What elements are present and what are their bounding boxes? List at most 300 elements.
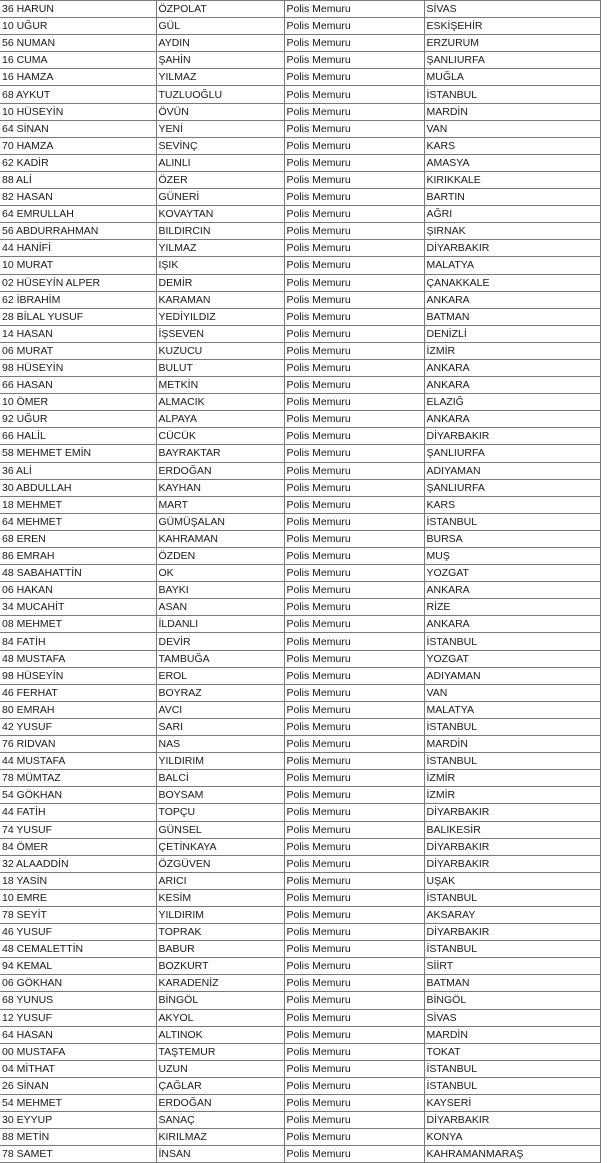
table-row xyxy=(0,496,600,513)
city-cell: İZMİR xyxy=(424,342,600,359)
surname-cell: ÖZPOLAT xyxy=(156,1,284,18)
city-cell: ŞANLIURFA xyxy=(424,479,600,496)
table-row xyxy=(0,223,600,240)
city-cell: ŞANLIURFA xyxy=(424,445,600,462)
table-row xyxy=(0,137,600,154)
city-cell: MARDİN xyxy=(424,1026,600,1043)
name-cell: 88 ALİ xyxy=(0,171,156,188)
name-cell: 70 HAMZA xyxy=(0,137,156,154)
name-cell: 64 SİNAN xyxy=(0,120,156,137)
name-cell: 48 MUSTAFA xyxy=(0,650,156,667)
rank-cell: Polis Memuru xyxy=(284,718,424,735)
surname-cell: TOPRAK xyxy=(156,924,284,941)
rank-cell: Polis Memuru xyxy=(284,992,424,1009)
name-cell: 64 HASAN xyxy=(0,1026,156,1043)
city-cell: DİYARBAKIR xyxy=(424,838,600,855)
name-cell: 44 FATİH xyxy=(0,804,156,821)
surname-cell: ALTINOK xyxy=(156,1026,284,1043)
city-cell: DİYARBAKIR xyxy=(424,924,600,941)
rank-cell: Polis Memuru xyxy=(284,103,424,120)
rank-cell: Polis Memuru xyxy=(284,975,424,992)
rank-cell: Polis Memuru xyxy=(284,445,424,462)
rank-cell: Polis Memuru xyxy=(284,1146,424,1163)
surname-cell: SARI xyxy=(156,718,284,735)
name-cell: 82 HASAN xyxy=(0,189,156,206)
surname-cell: NAS xyxy=(156,736,284,753)
city-cell: MUŞ xyxy=(424,548,600,565)
table-row xyxy=(0,582,600,599)
city-cell: VAN xyxy=(424,684,600,701)
name-cell: 84 ÖMER xyxy=(0,838,156,855)
surname-cell: BILDIRCIN xyxy=(156,223,284,240)
city-cell: KAYSERİ xyxy=(424,1095,600,1112)
city-cell: SİİRT xyxy=(424,958,600,975)
surname-cell: ŞAHİN xyxy=(156,52,284,69)
table-row xyxy=(0,787,600,804)
surname-cell: BAYRAKTAR xyxy=(156,445,284,462)
table-row xyxy=(0,548,600,565)
name-cell: 06 HAKAN xyxy=(0,582,156,599)
table-row xyxy=(0,120,600,137)
table-row xyxy=(0,1043,600,1060)
name-cell: 48 CEMALETTİN xyxy=(0,941,156,958)
rank-cell: Polis Memuru xyxy=(284,548,424,565)
surname-cell: BİNGÖL xyxy=(156,992,284,1009)
city-cell: ÇANAKKALE xyxy=(424,274,600,291)
city-cell: ERZURUM xyxy=(424,35,600,52)
name-cell: 18 YASİN xyxy=(0,872,156,889)
name-cell: 66 HALİL xyxy=(0,428,156,445)
rank-cell: Polis Memuru xyxy=(284,1043,424,1060)
rank-cell: Polis Memuru xyxy=(284,1060,424,1077)
name-cell: 64 EMRULLAH xyxy=(0,206,156,223)
city-cell: BİNGÖL xyxy=(424,992,600,1009)
rank-cell: Polis Memuru xyxy=(284,906,424,923)
name-cell: 10 MURAT xyxy=(0,257,156,274)
rank-cell: Polis Memuru xyxy=(284,633,424,650)
table-row xyxy=(0,889,600,906)
rank-cell: Polis Memuru xyxy=(284,582,424,599)
city-cell: YOZGAT xyxy=(424,565,600,582)
city-cell: KIRIKKALE xyxy=(424,171,600,188)
surname-cell: DEMİR xyxy=(156,274,284,291)
city-cell: VAN xyxy=(424,120,600,137)
rank-cell: Polis Memuru xyxy=(284,428,424,445)
name-cell: 78 MÜMTAZ xyxy=(0,770,156,787)
name-cell: 54 GÖKHAN xyxy=(0,787,156,804)
name-cell: 68 AYKUT xyxy=(0,86,156,103)
city-cell: ANKARA xyxy=(424,411,600,428)
rank-cell: Polis Memuru xyxy=(284,941,424,958)
table-row xyxy=(0,359,600,376)
name-cell: 86 EMRAH xyxy=(0,548,156,565)
table-row xyxy=(0,274,600,291)
surname-cell: TOPÇU xyxy=(156,804,284,821)
city-cell: İSTANBUL xyxy=(424,633,600,650)
city-cell: MALATYA xyxy=(424,701,600,718)
name-cell: 48 SABAHATTİN xyxy=(0,565,156,582)
surname-cell: BOYRAZ xyxy=(156,684,284,701)
table-row xyxy=(0,291,600,308)
name-cell: 54 MEHMET xyxy=(0,1095,156,1112)
city-cell: ADIYAMAN xyxy=(424,667,600,684)
table-row xyxy=(0,958,600,975)
rank-cell: Polis Memuru xyxy=(284,821,424,838)
name-cell: 92 UĞUR xyxy=(0,411,156,428)
name-cell: 34 MUCAHİT xyxy=(0,599,156,616)
table-row xyxy=(0,667,600,684)
table-row xyxy=(0,1077,600,1094)
name-cell: 18 MEHMET xyxy=(0,496,156,513)
surname-cell: UZUN xyxy=(156,1060,284,1077)
rank-cell: Polis Memuru xyxy=(284,787,424,804)
rank-cell: Polis Memuru xyxy=(284,206,424,223)
table-row xyxy=(0,992,600,1009)
city-cell: MARDİN xyxy=(424,103,600,120)
rank-cell: Polis Memuru xyxy=(284,86,424,103)
table-row xyxy=(0,206,600,223)
rank-cell: Polis Memuru xyxy=(284,924,424,941)
table-row xyxy=(0,479,600,496)
name-cell: 44 MUSTAFA xyxy=(0,753,156,770)
city-cell: ANKARA xyxy=(424,359,600,376)
surname-cell: GÜL xyxy=(156,18,284,35)
table-row xyxy=(0,1095,600,1112)
table-row xyxy=(0,906,600,923)
surname-cell: DEVİR xyxy=(156,633,284,650)
table-row xyxy=(0,171,600,188)
rank-cell: Polis Memuru xyxy=(284,18,424,35)
personnel-table-body xyxy=(0,1,600,1163)
table-row xyxy=(0,52,600,69)
name-cell: 06 GÖKHAN xyxy=(0,975,156,992)
city-cell: AKSARAY xyxy=(424,906,600,923)
name-cell: 10 EMRE xyxy=(0,889,156,906)
name-cell: 78 SAMET xyxy=(0,1146,156,1163)
surname-cell: KOVAYTAN xyxy=(156,206,284,223)
rank-cell: Polis Memuru xyxy=(284,171,424,188)
name-cell: 26 SİNAN xyxy=(0,1077,156,1094)
table-row xyxy=(0,411,600,428)
rank-cell: Polis Memuru xyxy=(284,804,424,821)
rank-cell: Polis Memuru xyxy=(284,274,424,291)
city-cell: AĞRI xyxy=(424,206,600,223)
rank-cell: Polis Memuru xyxy=(284,1129,424,1146)
name-cell: 14 HASAN xyxy=(0,325,156,342)
name-cell: 36 ALİ xyxy=(0,462,156,479)
city-cell: DİYARBAKIR xyxy=(424,428,600,445)
surname-cell: ALMACIK xyxy=(156,394,284,411)
table-row xyxy=(0,821,600,838)
table-row xyxy=(0,18,600,35)
rank-cell: Polis Memuru xyxy=(284,872,424,889)
surname-cell: METKİN xyxy=(156,377,284,394)
name-cell: 10 ÖMER xyxy=(0,394,156,411)
name-cell: 10 HÜSEYİN xyxy=(0,103,156,120)
city-cell: KAHRAMANMARAŞ xyxy=(424,1146,600,1163)
city-cell: SİVAS xyxy=(424,1,600,18)
name-cell: 68 YUNUS xyxy=(0,992,156,1009)
surname-cell: KARADENİZ xyxy=(156,975,284,992)
rank-cell: Polis Memuru xyxy=(284,1,424,18)
rank-cell: Polis Memuru xyxy=(284,736,424,753)
surname-cell: ÇETİNKAYA xyxy=(156,838,284,855)
city-cell: KARS xyxy=(424,137,600,154)
name-cell: 46 YUSUF xyxy=(0,924,156,941)
city-cell: ŞANLIURFA xyxy=(424,52,600,69)
table-row xyxy=(0,718,600,735)
rank-cell: Polis Memuru xyxy=(284,513,424,530)
rank-cell: Polis Memuru xyxy=(284,257,424,274)
surname-cell: GÜMÜŞALAN xyxy=(156,513,284,530)
table-row xyxy=(0,599,600,616)
city-cell: ANKARA xyxy=(424,582,600,599)
table-row xyxy=(0,69,600,86)
surname-cell: YILDIRIM xyxy=(156,906,284,923)
name-cell: 56 NUMAN xyxy=(0,35,156,52)
surname-cell: YILMAZ xyxy=(156,240,284,257)
city-cell: İSTANBUL xyxy=(424,753,600,770)
rank-cell: Polis Memuru xyxy=(284,308,424,325)
name-cell: 02 HÜSEYİN ALPER xyxy=(0,274,156,291)
surname-cell: GÜNSEL xyxy=(156,821,284,838)
surname-cell: AYDIN xyxy=(156,35,284,52)
rank-cell: Polis Memuru xyxy=(284,291,424,308)
surname-cell: BALCİ xyxy=(156,770,284,787)
city-cell: İSTANBUL xyxy=(424,889,600,906)
name-cell: 58 MEHMET EMİN xyxy=(0,445,156,462)
name-cell: 30 EYYUP xyxy=(0,1112,156,1129)
city-cell: İSTANBUL xyxy=(424,941,600,958)
name-cell: 16 CUMA xyxy=(0,52,156,69)
city-cell: KARS xyxy=(424,496,600,513)
name-cell: 42 YUSUF xyxy=(0,718,156,735)
city-cell: MALATYA xyxy=(424,257,600,274)
rank-cell: Polis Memuru xyxy=(284,223,424,240)
surname-cell: ALPAYA xyxy=(156,411,284,428)
rank-cell: Polis Memuru xyxy=(284,838,424,855)
surname-cell: EROL xyxy=(156,667,284,684)
city-cell: BATMAN xyxy=(424,308,600,325)
city-cell: DİYARBAKIR xyxy=(424,855,600,872)
table-row xyxy=(0,838,600,855)
table-row xyxy=(0,35,600,52)
table-row xyxy=(0,701,600,718)
rank-cell: Polis Memuru xyxy=(284,1095,424,1112)
rank-cell: Polis Memuru xyxy=(284,958,424,975)
table-row xyxy=(0,377,600,394)
name-cell: 80 EMRAH xyxy=(0,701,156,718)
table-row xyxy=(0,1,600,18)
table-row xyxy=(0,154,600,171)
rank-cell: Polis Memuru xyxy=(284,35,424,52)
table-row xyxy=(0,240,600,257)
surname-cell: KAYHAN xyxy=(156,479,284,496)
city-cell: MUĞLA xyxy=(424,69,600,86)
city-cell: YOZGAT xyxy=(424,650,600,667)
city-cell: İSTANBUL xyxy=(424,718,600,735)
rank-cell: Polis Memuru xyxy=(284,855,424,872)
surname-cell: ÖZER xyxy=(156,171,284,188)
table-row xyxy=(0,462,600,479)
name-cell: 76 RIDVAN xyxy=(0,736,156,753)
surname-cell: BAYKI xyxy=(156,582,284,599)
name-cell: 84 FATİH xyxy=(0,633,156,650)
surname-cell: IŞIK xyxy=(156,257,284,274)
rank-cell: Polis Memuru xyxy=(284,684,424,701)
surname-cell: KESİM xyxy=(156,889,284,906)
table-row xyxy=(0,1060,600,1077)
city-cell: ADIYAMAN xyxy=(424,462,600,479)
table-row xyxy=(0,445,600,462)
rank-cell: Polis Memuru xyxy=(284,1009,424,1026)
name-cell: 62 İBRAHİM xyxy=(0,291,156,308)
table-row xyxy=(0,770,600,787)
name-cell: 00 MUSTAFA xyxy=(0,1043,156,1060)
rank-cell: Polis Memuru xyxy=(284,889,424,906)
city-cell: İSTANBUL xyxy=(424,86,600,103)
name-cell: 04 MİTHAT xyxy=(0,1060,156,1077)
table-row xyxy=(0,530,600,547)
rank-cell: Polis Memuru xyxy=(284,753,424,770)
rank-cell: Polis Memuru xyxy=(284,496,424,513)
city-cell: KONYA xyxy=(424,1129,600,1146)
table-row xyxy=(0,308,600,325)
rank-cell: Polis Memuru xyxy=(284,359,424,376)
name-cell: 32 ALAADDİN xyxy=(0,855,156,872)
name-cell: 10 UĞUR xyxy=(0,18,156,35)
name-cell: 16 HAMZA xyxy=(0,69,156,86)
table-row xyxy=(0,753,600,770)
surname-cell: CÜCÜK xyxy=(156,428,284,445)
city-cell: TOKAT xyxy=(424,1043,600,1060)
name-cell: 88 METİN xyxy=(0,1129,156,1146)
name-cell: 12 YUSUF xyxy=(0,1009,156,1026)
surname-cell: ÖVÜN xyxy=(156,103,284,120)
table-row xyxy=(0,189,600,206)
surname-cell: YEDİYILDIZ xyxy=(156,308,284,325)
city-cell: İSTANBUL xyxy=(424,1077,600,1094)
table-row xyxy=(0,1009,600,1026)
table-row xyxy=(0,924,600,941)
rank-cell: Polis Memuru xyxy=(284,325,424,342)
table-row xyxy=(0,1129,600,1146)
city-cell: RİZE xyxy=(424,599,600,616)
rank-cell: Polis Memuru xyxy=(284,189,424,206)
city-cell: MARDİN xyxy=(424,736,600,753)
surname-cell: ALINLI xyxy=(156,154,284,171)
surname-cell: BOYSAM xyxy=(156,787,284,804)
name-cell: 78 SEYİT xyxy=(0,906,156,923)
table-row xyxy=(0,342,600,359)
rank-cell: Polis Memuru xyxy=(284,770,424,787)
table-row xyxy=(0,1146,600,1163)
rank-cell: Polis Memuru xyxy=(284,120,424,137)
name-cell: 36 HARUN xyxy=(0,1,156,18)
table-row xyxy=(0,941,600,958)
rank-cell: Polis Memuru xyxy=(284,616,424,633)
city-cell: İZMİR xyxy=(424,770,600,787)
rank-cell: Polis Memuru xyxy=(284,530,424,547)
surname-cell: YILDIRIM xyxy=(156,753,284,770)
surname-cell: ÖZGÜVEN xyxy=(156,855,284,872)
rank-cell: Polis Memuru xyxy=(284,52,424,69)
name-cell: 44 HANİFİ xyxy=(0,240,156,257)
city-cell: DENİZLİ xyxy=(424,325,600,342)
surname-cell: SEVİNÇ xyxy=(156,137,284,154)
name-cell: 68 EREN xyxy=(0,530,156,547)
rank-cell: Polis Memuru xyxy=(284,69,424,86)
surname-cell: KUZUCU xyxy=(156,342,284,359)
surname-cell: SANAÇ xyxy=(156,1112,284,1129)
surname-cell: YENİ xyxy=(156,120,284,137)
table-row xyxy=(0,565,600,582)
table-row xyxy=(0,633,600,650)
surname-cell: İŞSEVEN xyxy=(156,325,284,342)
surname-cell: ERDOĞAN xyxy=(156,462,284,479)
rank-cell: Polis Memuru xyxy=(284,650,424,667)
city-cell: ANKARA xyxy=(424,291,600,308)
table-row xyxy=(0,428,600,445)
city-cell: ANKARA xyxy=(424,377,600,394)
surname-cell: BOZKURT xyxy=(156,958,284,975)
city-cell: BATMAN xyxy=(424,975,600,992)
name-cell: 66 HASAN xyxy=(0,377,156,394)
surname-cell: MART xyxy=(156,496,284,513)
name-cell: 94 KEMAL xyxy=(0,958,156,975)
name-cell: 08 MEHMET xyxy=(0,616,156,633)
surname-cell: KIRILMAZ xyxy=(156,1129,284,1146)
city-cell: BARTIN xyxy=(424,189,600,206)
rank-cell: Polis Memuru xyxy=(284,462,424,479)
table-row xyxy=(0,872,600,889)
table-row xyxy=(0,394,600,411)
rank-cell: Polis Memuru xyxy=(284,667,424,684)
surname-cell: YILMAZ xyxy=(156,69,284,86)
city-cell: İZMİR xyxy=(424,787,600,804)
rank-cell: Polis Memuru xyxy=(284,479,424,496)
table-row xyxy=(0,616,600,633)
city-cell: BALIKESİR xyxy=(424,821,600,838)
surname-cell: OK xyxy=(156,565,284,582)
table-row xyxy=(0,513,600,530)
surname-cell: BULUT xyxy=(156,359,284,376)
surname-cell: AVCI xyxy=(156,701,284,718)
city-cell: ELAZIĞ xyxy=(424,394,600,411)
surname-cell: ÇAĞLAR xyxy=(156,1077,284,1094)
city-cell: AMASYA xyxy=(424,154,600,171)
table-row xyxy=(0,650,600,667)
surname-cell: KAHRAMAN xyxy=(156,530,284,547)
surname-cell: ASAN xyxy=(156,599,284,616)
surname-cell: ERDOĞAN xyxy=(156,1095,284,1112)
table-row xyxy=(0,736,600,753)
table-row xyxy=(0,103,600,120)
surname-cell: İLDANLI xyxy=(156,616,284,633)
name-cell: 98 HÜSEYİN xyxy=(0,359,156,376)
rank-cell: Polis Memuru xyxy=(284,342,424,359)
rank-cell: Polis Memuru xyxy=(284,701,424,718)
rank-cell: Polis Memuru xyxy=(284,137,424,154)
name-cell: 06 MURAT xyxy=(0,342,156,359)
table-row xyxy=(0,86,600,103)
city-cell: SİVAS xyxy=(424,1009,600,1026)
table-row xyxy=(0,1112,600,1129)
rank-cell: Polis Memuru xyxy=(284,394,424,411)
table-row xyxy=(0,1026,600,1043)
name-cell: 64 MEHMET xyxy=(0,513,156,530)
name-cell: 46 FERHAT xyxy=(0,684,156,701)
